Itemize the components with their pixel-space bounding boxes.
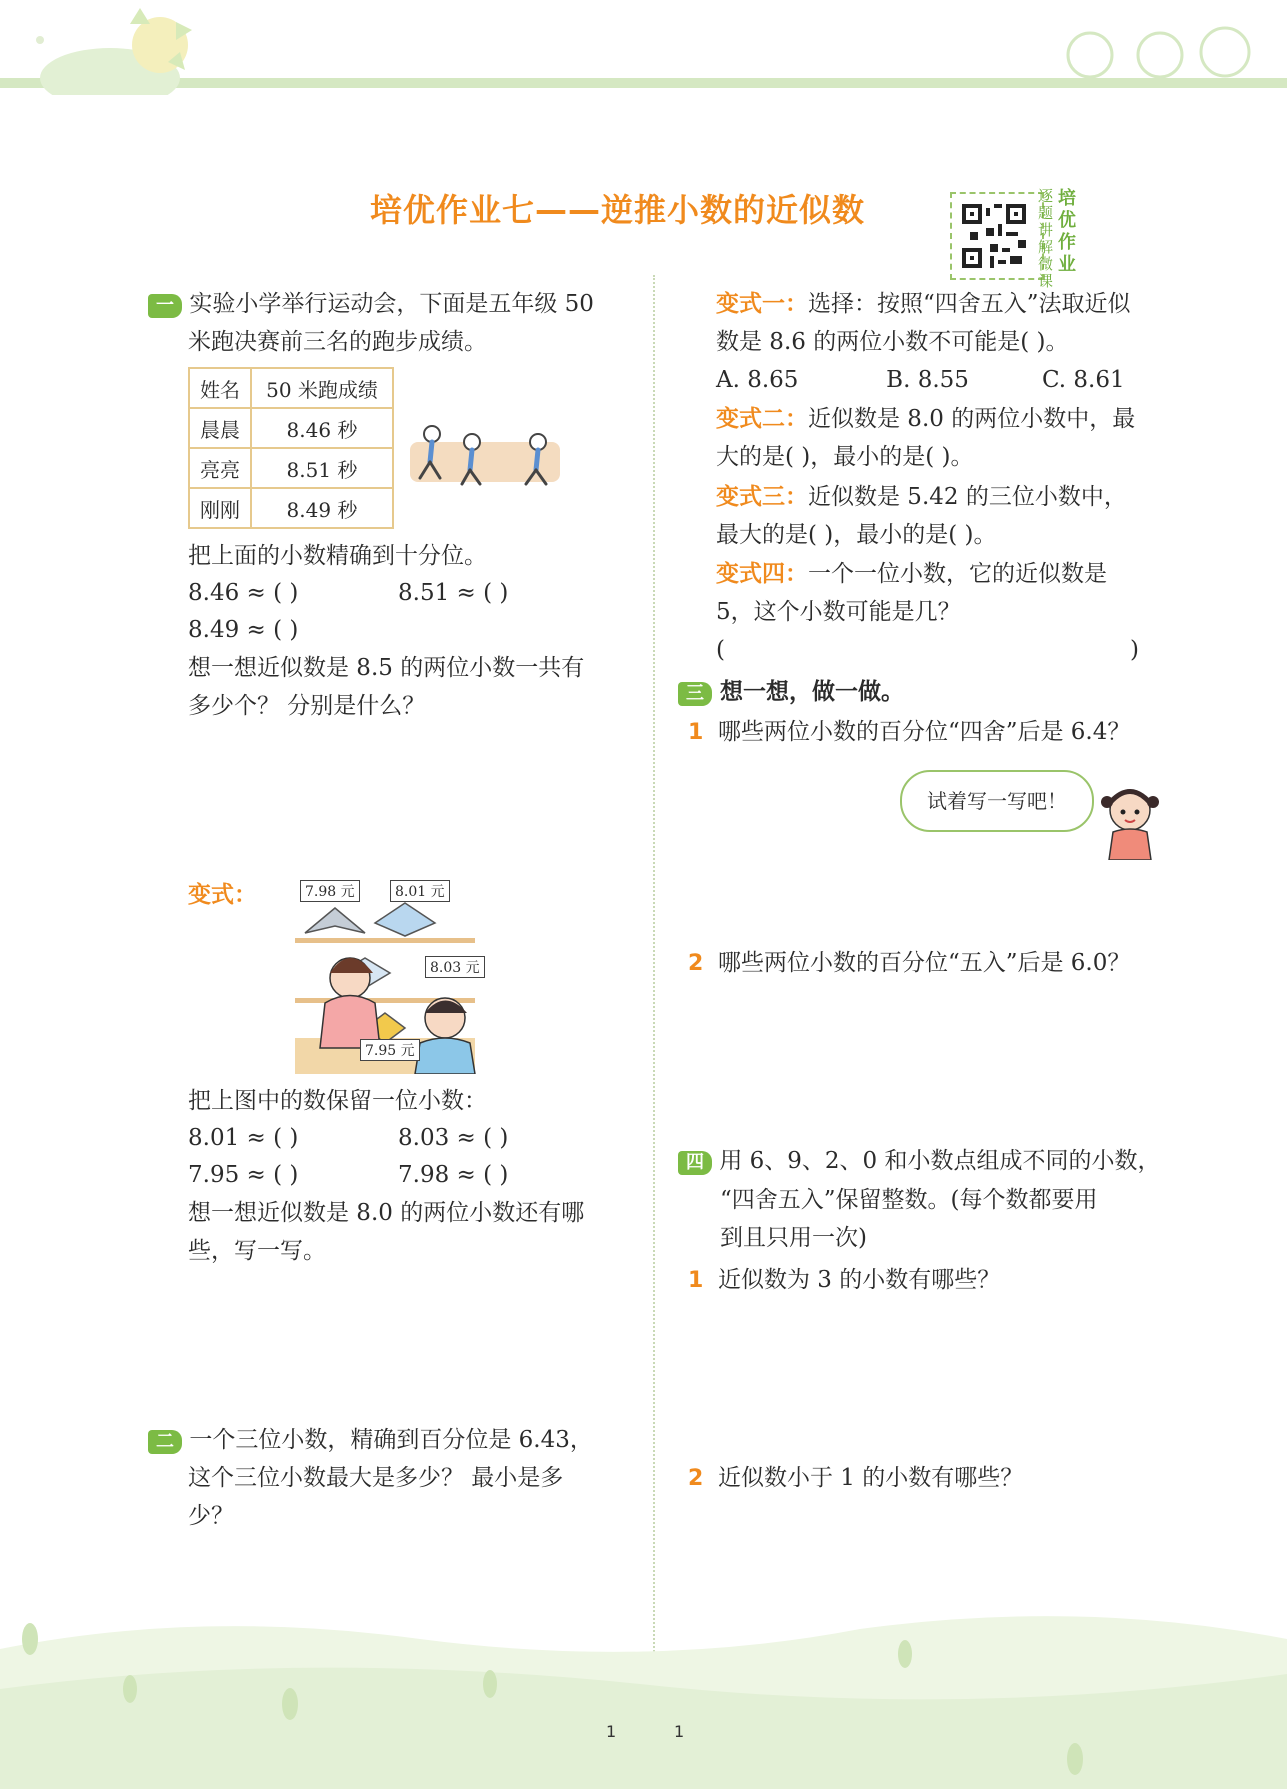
variant-4-line1 [716, 555, 1107, 593]
table-header-score: 50 米跑成绩 [251, 368, 393, 408]
section-4-line2: “四舍五入”保留整数。(每个数都要用 [720, 1187, 1098, 1213]
column-divider [653, 275, 655, 1655]
qr-caption-large: 培优作业 [1058, 188, 1076, 275]
variant-question-2-line1: 想一想近似数是 8.0 的两位小数还有哪 [188, 1200, 585, 1226]
qr-code-icon [962, 204, 1026, 268]
section-2-line1 [148, 1421, 593, 1459]
section-4-question-1 [688, 1261, 1000, 1300]
variant-3-text: 近似数是 5.42 的三位小数中， [808, 484, 1127, 510]
question-text: 哪些两位小数的百分位“四舍”后是 6.4？ [717, 719, 1131, 745]
footer-landscape-decoration [0, 1569, 1287, 1789]
section-4-question-2 [688, 1459, 1023, 1498]
answer-8-49: 8.49 ≈ ( ) [188, 617, 299, 643]
price-tag-4: 7.95 元 [360, 1039, 420, 1061]
variant-1-line1 [716, 285, 1131, 323]
table-cell-score: 8.46 秒 [251, 408, 393, 448]
variant-2-line1 [716, 400, 1135, 438]
variant-1-options: A. 8.65 B. 8.55 C. 8.61 [716, 367, 1125, 393]
section-4-line3: 到且只用一次) [720, 1225, 867, 1251]
variant-3-label: 变式三： [716, 484, 808, 510]
table-cell-name: 亮亮 [189, 448, 251, 488]
table-cell-name: 晨晨 [189, 408, 251, 448]
answer-8-51: 8.51 ≈ ( ) [398, 580, 509, 606]
table-cell-score: 8.49 秒 [251, 488, 393, 528]
section-3-heading [678, 673, 904, 711]
section-1-line2: 米跑决赛前三名的跑步成绩。 [188, 329, 487, 355]
section-3-title: 想一想，做一做。 [720, 679, 905, 705]
running-children-illustration [410, 420, 560, 490]
variant-question-2-line2: 些，写一写。 [188, 1238, 326, 1264]
variant-3-line2: 最大的是( )，最小的是( )。 [716, 522, 997, 548]
variant-3-line1 [716, 478, 1127, 516]
section-2-line2: 这个三位小数最大是多少？ 最小是多 [188, 1465, 564, 1491]
page-number-right: 1 [674, 1722, 685, 1741]
section-1-line1 [148, 285, 594, 323]
question-number: 1 [688, 720, 704, 745]
question-text: 近似数小于 1 的小数有哪些？ [717, 1465, 1024, 1491]
section-3-question-2 [688, 944, 1130, 983]
page-number-left: 1 [606, 1722, 617, 1741]
section-4-text: 用 6、9、2、0 和小数点组成不同的小数， [719, 1148, 1161, 1174]
section-2-text: 一个三位小数，精确到百分位是 6.43， [189, 1427, 593, 1453]
variant-1-line2: 数是 8.6 的两位小数不可能是( )。 [716, 329, 1069, 355]
section-1-text: 实验小学举行运动会，下面是五年级 50 [189, 291, 594, 317]
question-number: 2 [688, 1466, 704, 1491]
section-2-line3: 少？ [188, 1503, 234, 1529]
question-number: 1 [688, 1268, 704, 1293]
scores-table [188, 367, 394, 529]
question-approx-8-5-line2: 多少个？ 分别是什么？ [188, 693, 426, 719]
girl-illustration [1095, 780, 1165, 860]
question-approx-8-5-line1: 想一想近似数是 8.5 的两位小数一共有 [188, 655, 585, 681]
variant-4-text: 一个一位小数，它的近似数是 [808, 561, 1107, 587]
variant-1-label: 变式一： [716, 291, 808, 317]
section-3-badge: 三 [678, 682, 712, 706]
answer-8-46: 8.46 ≈ ( ) [188, 580, 299, 606]
qr-caption-small: 逐题讲解微课 [1038, 187, 1054, 290]
price-tag-2: 8.01 元 [390, 880, 450, 902]
variant-4-answer-open: ( [716, 637, 725, 663]
variant-4-line2: 5，这个小数可能是几？ [716, 599, 961, 625]
variant-answer-8-01: 8.01 ≈ ( ) [188, 1125, 299, 1151]
table-cell-name: 刚刚 [189, 488, 251, 528]
table-cell-score: 8.51 秒 [251, 448, 393, 488]
variant-2-label: 变式二： [716, 406, 808, 432]
variant-2-text: 近似数是 8.0 的两位小数中，最 [808, 406, 1136, 432]
speech-bubble: 试着写一写吧！ [900, 770, 1094, 832]
variant-4-answer-close: ) [1130, 637, 1139, 663]
header-decoration [0, 0, 1287, 95]
table-header-name: 姓名 [189, 368, 251, 408]
section-3-question-1 [688, 713, 1130, 752]
price-tag-3: 8.03 元 [425, 956, 485, 978]
question-round-tenth: 把上面的小数精确到十分位。 [188, 543, 487, 569]
question-text: 哪些两位小数的百分位“五入”后是 6.0？ [717, 950, 1131, 976]
section-4-badge: 四 [678, 1151, 712, 1175]
page-title: 培优作业七——逆推小数的近似数 [370, 191, 866, 229]
price-tag-1: 7.98 元 [300, 880, 360, 902]
question-number: 2 [688, 951, 704, 976]
section-2-badge: 二 [148, 1430, 182, 1454]
section-1-badge: 一 [148, 294, 182, 318]
variant-answer-8-03: 8.03 ≈ ( ) [398, 1125, 509, 1151]
section-4-line1 [678, 1142, 1160, 1180]
variant-4-label: 变式四： [716, 561, 808, 587]
variant-1-text: 选择：按照“四舍五入”法取近似 [808, 291, 1131, 317]
variant-label: 变式： [188, 882, 257, 908]
variant-question-1: 把上图中的数保留一位小数： [188, 1088, 487, 1114]
question-text: 近似数为 3 的小数有哪些？ [717, 1267, 1001, 1293]
variant-2-line2: 大的是( )，最小的是( )。 [716, 444, 974, 470]
variant-answer-7-98: 7.98 ≈ ( ) [398, 1162, 509, 1188]
variant-answer-7-95: 7.95 ≈ ( ) [188, 1162, 299, 1188]
